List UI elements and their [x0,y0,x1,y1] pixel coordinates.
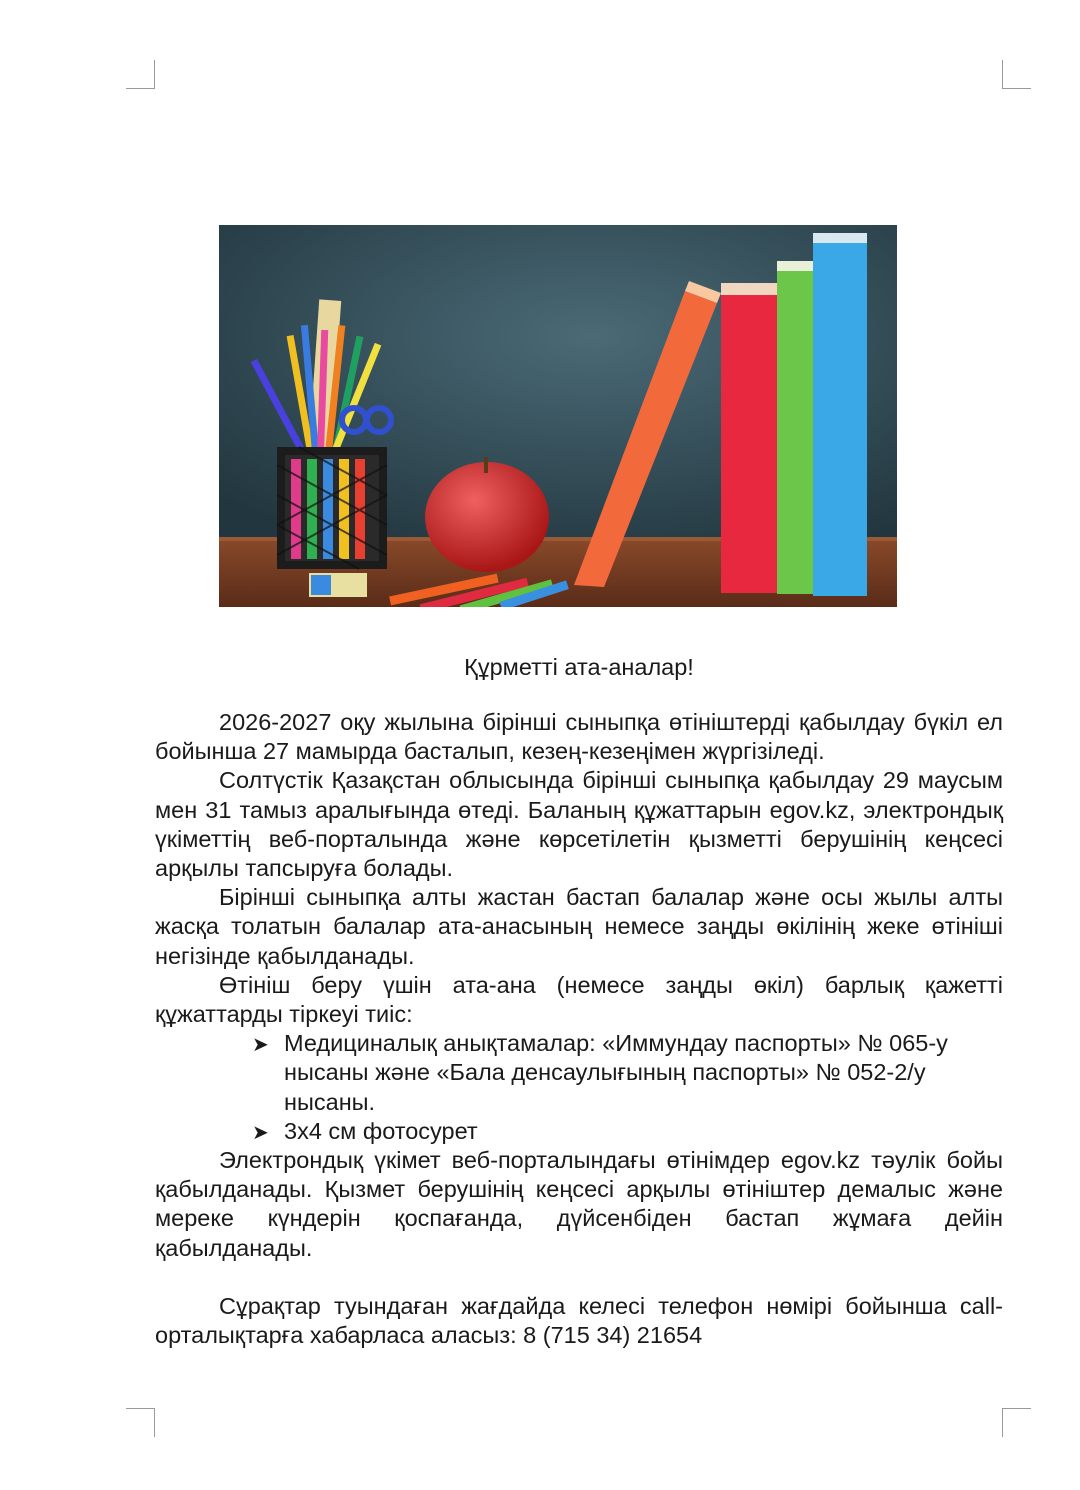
document-body [155,708,1003,1350]
arrow-bullet-icon: ➤ [252,1034,269,1057]
paragraph: Солтүстік Қазақстан облысында бірінші сыныпқа қабылдау 29 маусым мен 31 тамыз аралығында өтеді. Баланың құжаттарын egov.kz, электрондық үкіметтің веб-порталында және көрсетілетін қызметті берушінің кеңсесі арқылы тапсыруға болады. [155,767,1003,882]
crop-mark-bottom-left [126,1408,155,1437]
crop-mark-top-right [1002,60,1031,89]
page-title: Құрметті ата-аналар! [464,654,694,680]
list-item [155,1117,1003,1146]
requirements-list [155,1029,1003,1146]
spacer [155,1263,1003,1292]
paragraph: 2026-2027 оқу жылына бірінші сыныпқа өтініштерді қабылдау бүкіл ел бойынша 27 мамырда басталып, кезең-кезеңімен жүргізіледі. [155,709,1003,765]
pencil-cup [277,447,387,569]
arrow-bullet-icon: ➤ [252,1121,269,1144]
crop-mark-top-left [126,60,155,89]
contact-paragraph: Сұрақтар туындаған жағдайда келесі телефон нөмірі бойынша call-орталықтарға хабарласа аласыз: 8 (715 34) 21654 [155,1292,1003,1349]
crop-mark-bottom-right [1002,1408,1031,1437]
list-item [155,1029,1003,1117]
paragraph: Электрондық үкімет веб-порталындағы өтінімдер egov.kz тәулік бойы қабылданады. Қызмет берушінің кеңсесі арқылы өтініштер демалыс және мереке күндерін қоспағанда, дүйсенбіден бастап жұмаға дейін қабылданады. [155,1147,1003,1261]
list-item-text: 3x4 см фотосурет [284,1117,478,1144]
paragraph: Бірінші сыныпқа алты жастан бастап балалар және осы жылы алты жасқа толатын балалар ата-анасының немесе заңды өкілінің жеке өтініші негізінде қабылданады. [155,884,1003,969]
school-supplies-photo [219,225,897,607]
list-item-text: Медициналық анықтамалар: «Иммундау паспорты» № 065-у нысаны және «Бала денсаулығының паспорты» № 052-2/у нысаны. [284,1030,948,1115]
paragraph: Өтініш беру үшін ата-ана (немесе заңды өкіл) барлық қажетті құжаттарды тіркеуі тиіс: [155,971,1003,1028]
